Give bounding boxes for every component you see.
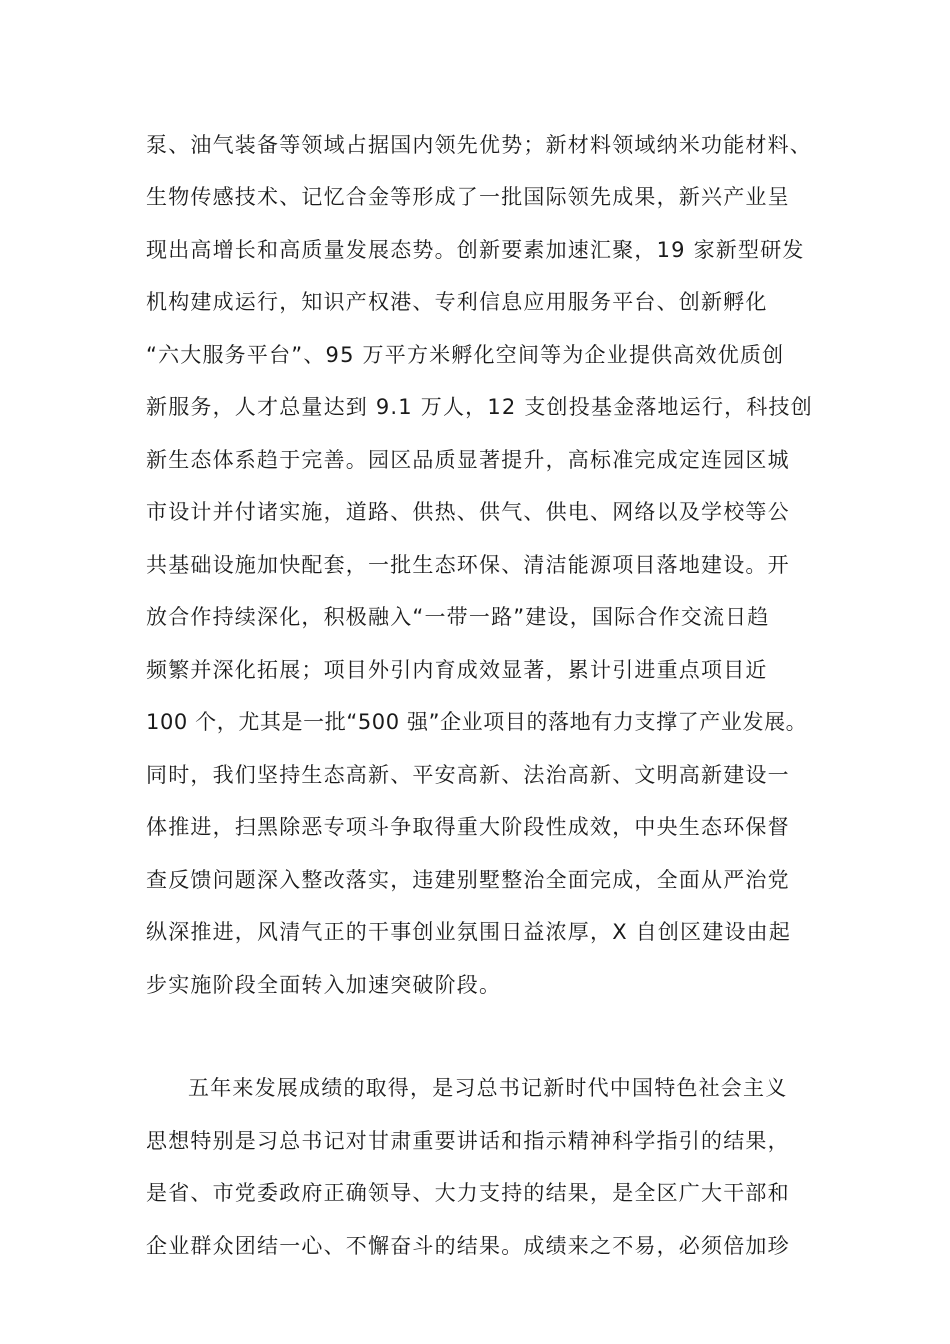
text-line: 现出高增长和高质量发展态势。创新要素加速汇聚，19 家新型研发 [146,238,805,262]
text-line: 是省、市党委政府正确领导、大力支持的结果，是全区广大干部和 [146,1181,790,1205]
text-line: 企业群众团结一心、不懈奋斗的结果。成绩来之不易，必须倍加珍 [146,1234,790,1258]
text-line: 新生态体系趋于完善。园区品质显著提升，高标准完成定连园区城 [146,448,790,472]
text-line: 体推进，扫黑除恶专项斗争取得重大阶段性成效，中央生态环保督 [146,815,790,839]
text-line: 思想特别是习总书记对甘肃重要讲话和指示精神科学指引的结果， [146,1129,790,1153]
text-line: 生物传感技术、记忆合金等形成了一批国际领先成果，新兴产业呈 [146,185,790,209]
text-line: 100 个，尤其是一批“500 强”企业项目的落地有力支撑了产业发展。 [146,710,808,734]
text-line: 放合作持续深化，积极融入“一带一路”建设，国际合作交流日趋 [146,605,770,629]
text-line: 泵、油气装备等领域占据国内领先优势；新材料领域纳米功能材料、 [146,133,812,157]
text-line: 共基础设施加快配套，一批生态环保、清洁能源项目落地建设。开 [146,553,790,577]
text-line: 新服务，人才总量达到 9.1 万人，12 支创投基金落地运行，科技创 [146,395,813,419]
text-line: 纵深推进，风清气正的干事创业氛围日益浓厚，X 自创区建设由起 [146,920,792,944]
text-line: 五年来发展成绩的取得，是习总书记新时代中国特色社会主义 [188,1076,788,1100]
text-line: 查反馈问题深入整改落实，违建别墅整治全面完成，全面从严治党 [146,868,790,892]
text-line: 步实施阶段全面转入加速突破阶段。 [146,973,502,997]
text-line: 市设计并付诸实施，道路、供热、供气、供电、网络以及学校等公 [146,500,790,524]
text-line: 机构建成运行，知识产权港、专利信息应用服务平台、创新孵化 [146,290,768,314]
text-line: 同时，我们坚持生态高新、平安高新、法治高新、文明高新建设一 [146,763,790,787]
text-line: “六大服务平台”、95 万平方米孵化空间等为企业提供高效优质创 [146,343,785,367]
text-line: 频繁并深化拓展；项目外引内育成效显著，累计引进重点项目近 [146,658,768,682]
